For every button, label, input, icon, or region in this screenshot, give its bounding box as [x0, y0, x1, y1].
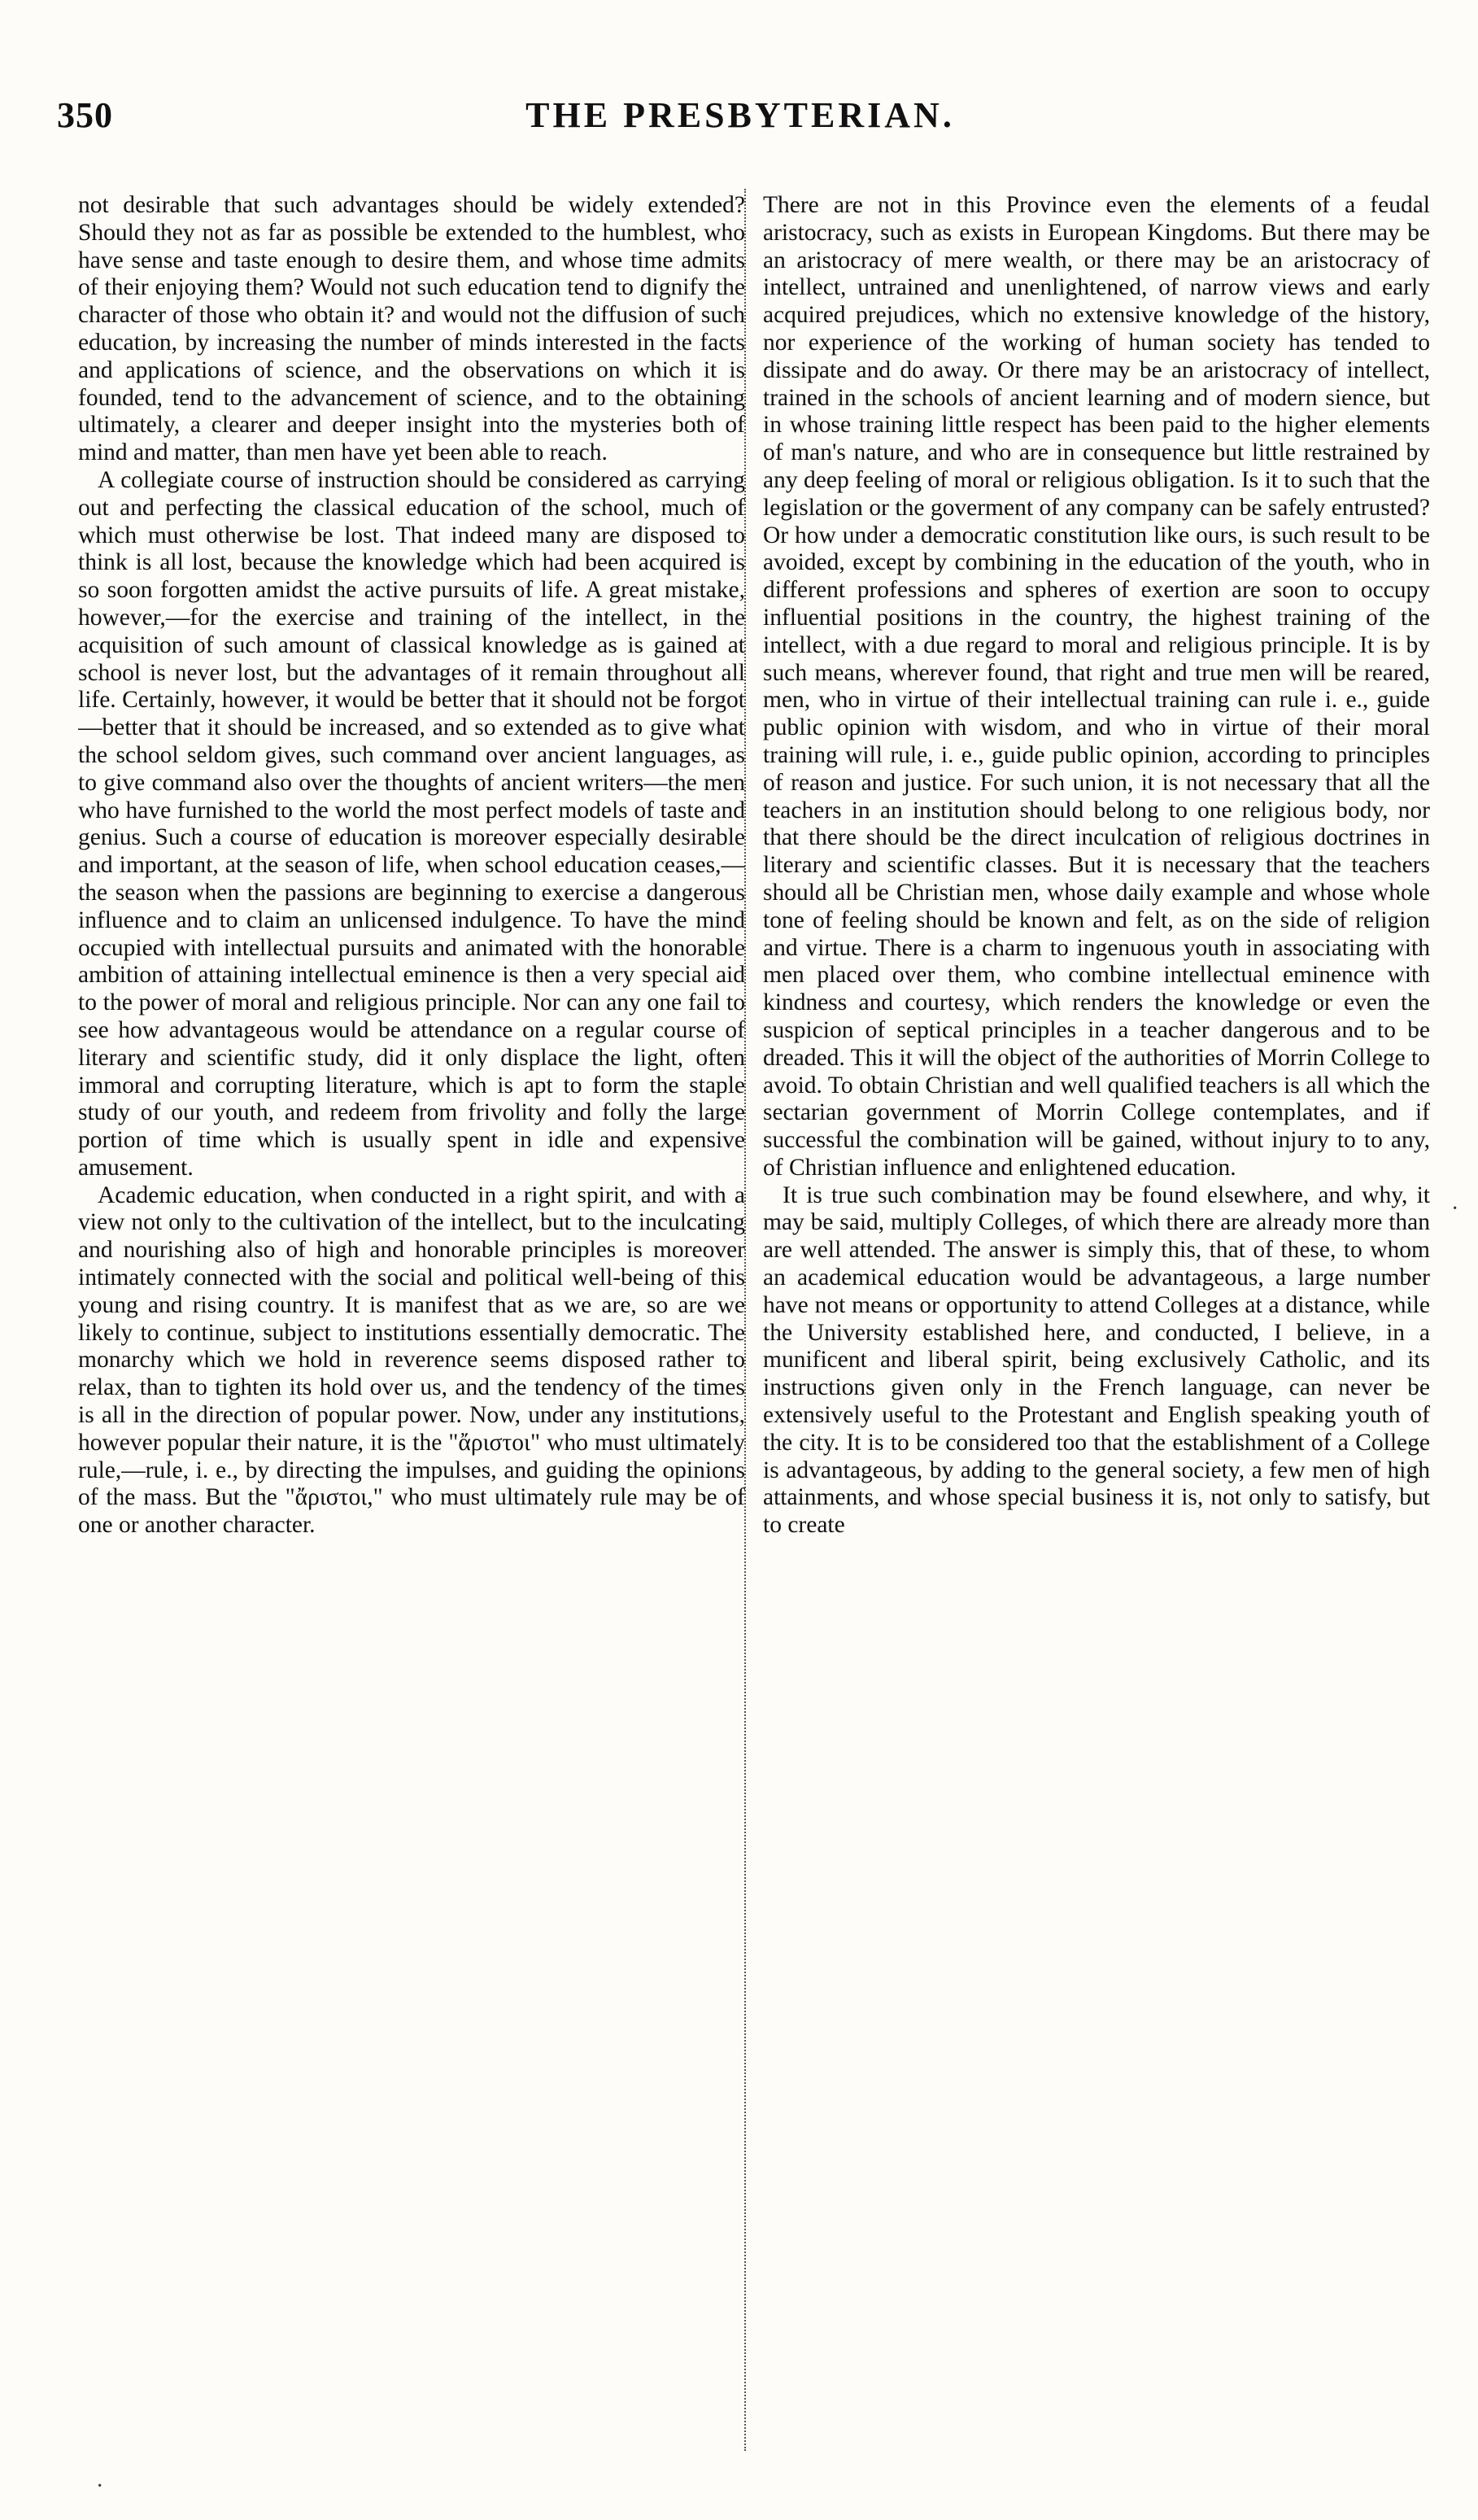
left-paragraph-1: not desirable that such advantages should be widely extended? Should they not as far as possible be extended to the humblest, who have sense and taste enough to desire them, and whose time admits of their enjoying them? Would not such education tend to dignify the character of those who obtain it? and would not the diffusion of such education, by increasing the number of minds interested in the facts and applications of science, and the observations on which it is founded, tend to the advancement of science, and to the obtaining ultimately, a clearer and deeper insight into the mysteries both of mind and matter, than men have yet been able to reach.	[78, 192, 745, 466]
running-head: THE PRESBYTERIAN.	[525, 95, 955, 135]
left-paragraph-3: Academic education, when conducted in a right spirit, and with a view not only to the cultivation of the intellect, but to the inculcating and nourishing also of high and honorable principles is moreover intimately connected with the social and political well-being of this young and rising country. It is manifest that as we are, so are we likely to continue, subject to institutions essentially democratic. The monarchy which we hold in reverence seems disposed rather to relax, than to tighten its hold over us, and the tendency of the times is all in the direction of popular power. Now, under any institutions, however popular their nature, it is the "ἄριστοι" who must ultimately rule,—rule, i. e., by directing the impulses, and guiding the opinions of the mass. But the "ἄριστοι," who must ultimately rule may be of one or another character.	[78, 1181, 745, 1539]
right-paragraph-2: It is true such combination may be found elsewhere, and why, it may be said, multiply Colleges, of which there are already more than are well attended. The answer is simply this, that of these, to whom an academical education would be advantageous, a large number have not means or opportunity to attend Colleges at a distance, while the University established here, and conducted, I believe, in a munificent and liberal spirit, being exclusively Catholic, and its instructions given only in the French language, can never be extensively useful to the Protestant and English speaking youth of the city. It is to be considered too that the establishment of a College is advantageous, by adding to the general society, a few men of high attainments, and whose special business it is, not only to satisfy, but to create	[763, 1181, 1430, 1539]
left-column	[78, 192, 745, 2446]
margin-speck: ·	[96, 2474, 104, 2499]
left-paragraph-2: A collegiate course of instruction should be considered as carrying out and perfecting the classical education of the school, much of which must otherwise be lost. That indeed many are disposed to think is all lost, because the knowledge which had been acquired is so soon forgotten amidst the active pursuits of life. A great mistake, however,—for the exercise and training of the intellect, in the acquisition of such amount of classical knowledge as is gained at school is never lost, but the advantages of it remain throughout all life. Certainly, however, it would be better that it should not be forgot—better that it should be increased, and so extended as to give what the school seldom gives, such command over ancient languages, as to give command also over the thoughts of ancient writers—the men who have furnished to the world the most perfect models of taste and genius. Such a course of education is moreover especially desirable and important, at the season of life, when school education ceases,—the season when the passions are beginning to exercise a dangerous influence and to claim an unlicensed indulgence. To have the mind occupied with intellectual pursuits and animated with the honorable ambition of attaining intellectual eminence is then a very special aid to the power of moral and religious principle. Nor can any one fail to see how advantageous would be attendance on a regular course of literary and scientific study, did it only displace the light, often immoral and corrupting literature, which is apt to form the staple study of our youth, and redeem from frivolity and folly the large portion of time which is usually spent in idle and expensive amusement.	[78, 466, 745, 1181]
right-column	[763, 192, 1430, 2446]
page-number: 350	[57, 95, 113, 135]
right-paragraph-1: There are not in this Province even the elements of a feudal aristocracy, such as exists in European Kingdoms. But there may be an aristocracy of mere wealth, or there may be an aristocracy of intellect, untrained and unenlightened, of narrow views and early acquired prejudices, which no extensive knowledge of the history, nor experience of the working of human society has tended to dissipate and do away. Or there may be an aristocracy of intellect, trained in the schools of ancient learning and of modern sience, but in whose training little respect has been paid to the higher elements of man's nature, and who are in consequence but little restrained by any deep feeling of moral or religious obligation. Is it to such that the legislation or the goverment of any company can be safely entrusted? Or how under a democratic constitution like ours, is such result to be avoided, except by combining in the education of the youth, who in different professions and spheres of exertion are soon to occupy influential positions in the country, the highest training of the intellect, with a due regard to moral and religious principle. It is by such means, wherever found, that right and true men will be reared, men, who in virtue of their intellectual training can rule i. e., guide public opinion with wisdom, and who in virtue of their moral training will rule, i. e., guide public opinion, according to principles of reason and justice. For such union, it is not necessary that all the teachers in an institution should belong to one religious body, nor that there should be the direct inculcation of religious doctrines in literary and scientific classes. But it is necessary that the teachers should all be Christian men, whose daily example and whose whole tone of feeling should be known and felt, as on the side of religion and virtue. There is a charm to ingenuous youth in associating with men placed over them, who combine intellectual eminence with kindness and courtesy, which renders the knowledge or even the suspicion of septical principles in a teacher dangerous and to be dreaded. This it will the object of the authorities of Morrin College to avoid. To obtain Christian and well qualified teachers is all which the sectarian government of Morrin College contemplates, and if successful the combination will be gained, without injury to to any, of Christian influence and enlightened education.	[763, 192, 1430, 1181]
margin-speck: ·	[1451, 1196, 1459, 1221]
column-divider	[744, 189, 746, 2451]
page-header	[57, 94, 1424, 143]
